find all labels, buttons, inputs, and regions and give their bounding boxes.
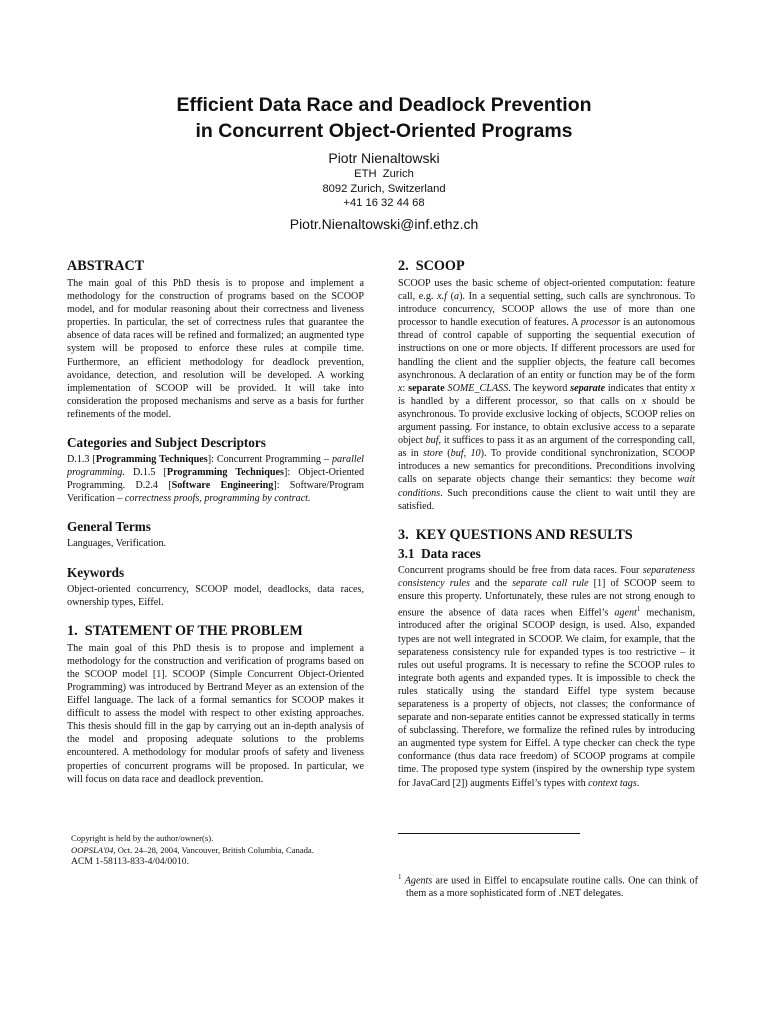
footnote: $^1$ Agents are used in Eiffel to encapsulate routine calls. One can think of them as a more sophisticated form of .NET delegates. [398,873,698,900]
conference-line: OOPSLA'04, Oct. 24–28, 2004, Vancouver, British Columbia, Canada. [71,844,314,855]
affiliation: ETH Zurich [354,168,414,180]
section-2-text: SCOOP uses the basic scheme of object-oriented computation: feature call, e.g. x.f (a). In a sequential setting, such calls are synchronous. To introduce concurrency, SCOOP allows the use of more than one processor to handle execution of features. A processor is an autonomous thread of control capable of supporting the sequential execution of instructions on one or more objects. If different processors are used for handling the client and the supplier objects, the feature call becomes asynchronous. A declaration of an entity or function may be of the form x: separate SOME_CLASS. The keyword separate indicates that entity x is handled by a different processor, so that calls on x should be asynchronous. To provide exclusive locking of objects, SCOOP relies on argument passing. For instance, to obtain exclusive access to a separate object buf, it suffices to pass it as an argument of the corresponding call, as in store (buf, 10). To provide conditional synchronization, SCOOP introduces a new semantics for preconditions. Preconditions involving calls on separate objects change their semantics: they become wait conditions. Such preconditions cause the client to wait until they are satisfied. [398,278,696,512]
section-3-1-text: Concurrent programs should be free from data races. Four separateness consistency rules and the separate call rule [1] of SCOOP seem to ensure this property. Unfortunately, these rules are not strong enough to ensure the absence of data races when Eiffel’s agent$^1$ mechanism, introduced after the original SCOOP design, is used. Also, expanded types are not well integrated in SCOOP. We claim, for example, that the separateness consistency rule for expanded types is too restrictive – it rules out useful programs. It is necessary to refine the SCOOP rules to integrate both agents and expanded types. It is impossible to check the rules statically using the standard Eiffel type system because separateness is a property of objects, not classes; the conformance of separate and non-separate entities cannot be expressed statically in terms of subclassing. Therefore, we formalize the refined rules by introducing an augmented type system for Eiffel. A type checker can check the type conformance (thus data race freedom) of SCOOP programs at compile time. The proposed type system (inspired by the ownership type system for JavaCard [2]) augments Eiffel’s types with context tags. [398,564,695,789]
right-column [398,258,695,790]
abstract-heading: ABSTRACT [67,258,145,274]
categories-text: D.1.3 [Programming Techniques]: Concurrent Programming – parallel programming. D.1.5 [Programming Techniques]: Object-Oriented Programming. D.2.4 [Software Engineering]: Software/Program Verification – correctness proofs, programming by contract. [67,454,365,505]
author-email: Piotr.Nienaltowski@inf.ethz.ch [289,215,479,232]
keywords-heading: Keywords [67,564,125,580]
abstract-text: The main goal of this PhD thesis is to propose and implement a methodology for the construction of programs based on the SCOOP model, and for modular reasoning about their correctness and liveness properties. In particular, the set of correctness rules that guarantee the absence of data races will be refined and formalized; an augmented type system will be proposed to enforce these rules at compile time. Furthermore, an efficient methodology for deadlock prevention, avoidance, detection, and resolution will be developed. A working implementation of SCOOP will be provided. It will take into consideration the proposed mechanisms and serve as a basis for further refinements of the model. [67,278,364,420]
title-line-1: Efficient Data Race and Deadlock Prevention [176,94,592,116]
footnote-mark: 1 [398,873,402,881]
footnote-ref: 1 [636,604,641,613]
paper-title [0,92,768,144]
paper-header [0,92,768,233]
section-3-heading: 3. KEY QUESTIONS AND RESULTS [398,526,633,543]
copyright-line: Copyright is held by the author/owner(s). [71,833,214,843]
author-name: Piotr Nienaltowski [328,150,440,166]
left-column [67,258,364,786]
general-terms-heading: General Terms [67,519,151,535]
address: 8092 Zurich, Switzerland [322,182,446,195]
copyright-notice [71,833,371,868]
phone: +41 16 32 44 68 [343,197,425,210]
section-1-heading: 1. STATEMENT OF THE PROBLEM [67,622,303,639]
footnote-rule [398,833,580,834]
section-1-text: The main goal of this PhD thesis is to propose and implement a methodology for the construction and verification of programs based on the SCOOP model [1]. SCOOP (Simple Concurrent Object-Oriented Programming) was introduced by Bertrand Meyer as an extension of the Eiffel language. The lack of a formal semantics for SCOOP makes it difficult to assess the model with respect to other existing approaches. This thesis should fill in the gap by carrying out an in-depth analysis of the model and proposing adequate solutions to the problems encountered. A methodology for modular proofs of safety and liveness properties of concurrent programs will be proposed. In particular, we will focus on data race and deadlock prevention. [67,642,364,785]
title-line-2: in Concurrent Object-Oriented Programs [195,120,573,142]
section-2-heading: 2. SCOOP [398,258,465,274]
subsection-3-1-heading: 3.1 Data races [398,545,481,561]
keywords-text: Object-oriented concurrency, SCOOP model, deadlocks, data races, ownership types, Eiffel. [67,583,364,608]
acm-number: ACM 1-58113-833-4/04/0010. [71,856,189,867]
categories-heading: Categories and Subject Descriptors [67,435,266,451]
general-terms-text: Languages, Verification. [67,538,167,550]
